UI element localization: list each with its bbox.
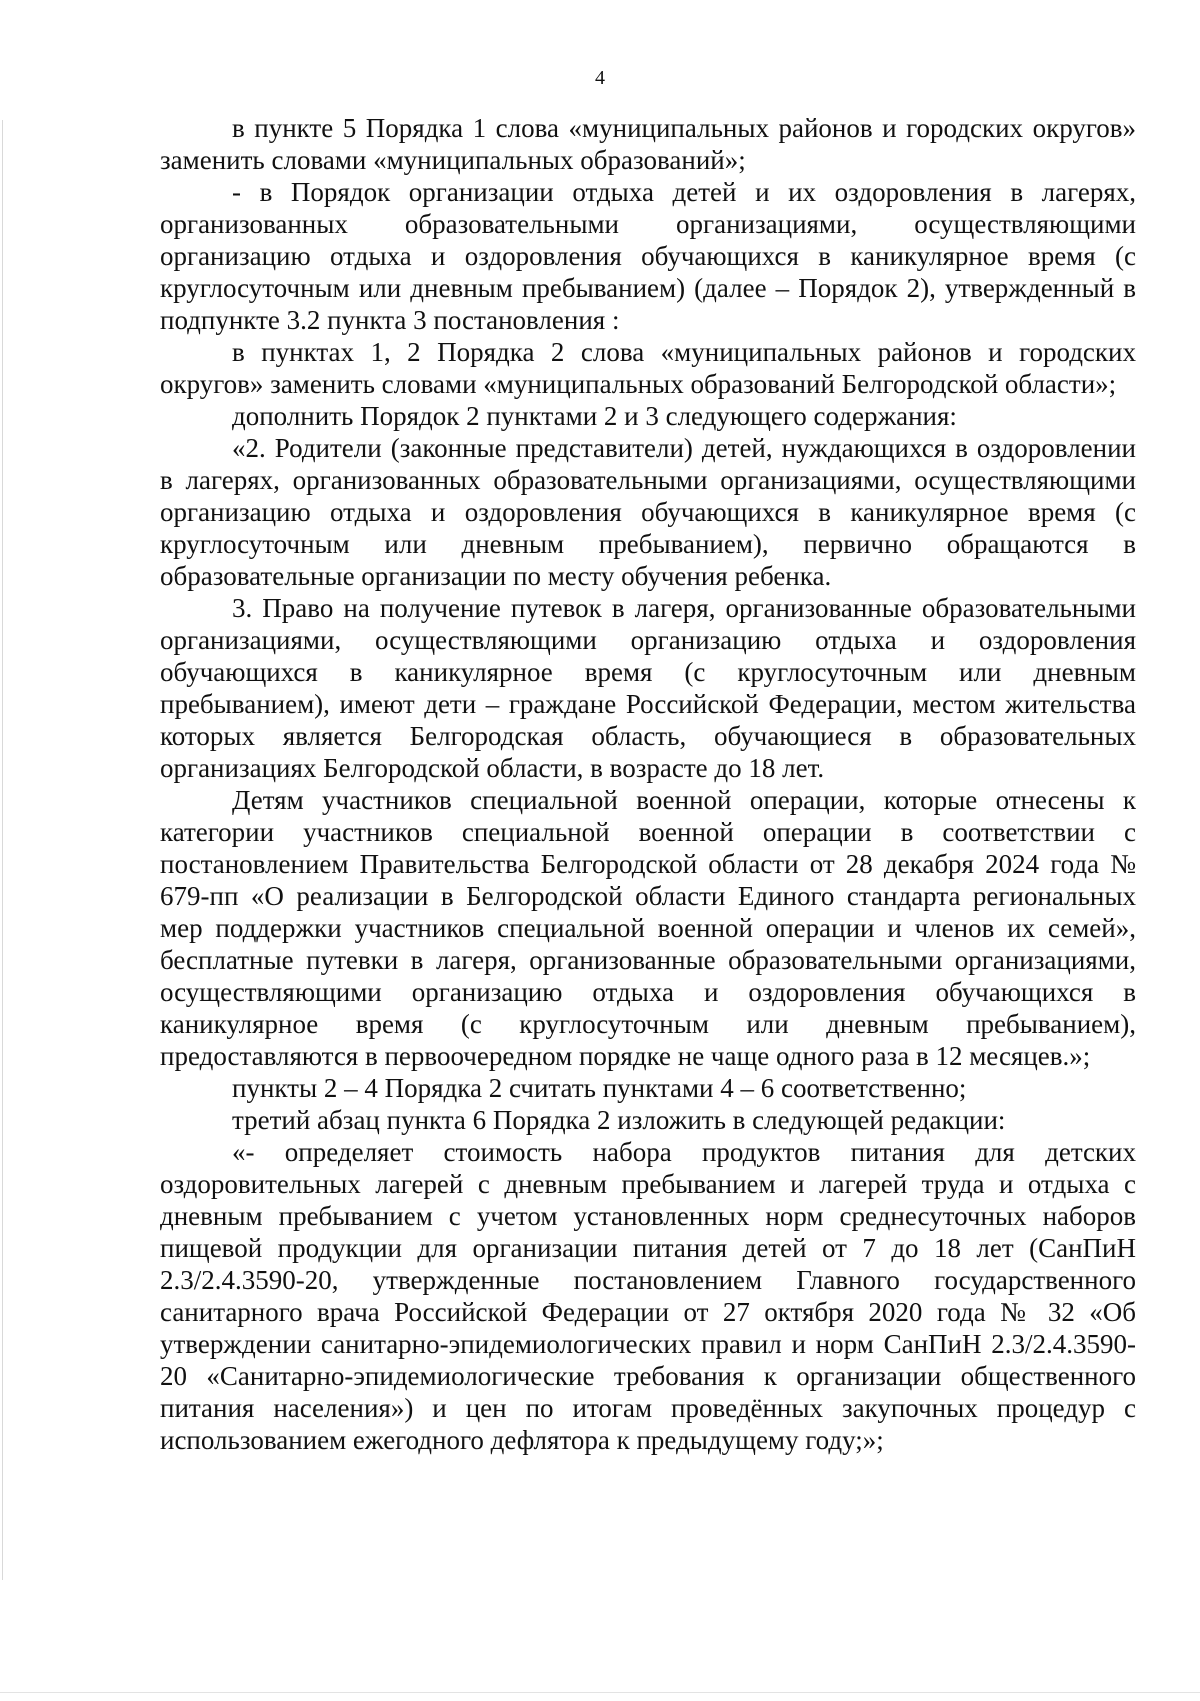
paragraph-1: в пункте 5 Порядка 1 слова «муниципальных районов и городских округов» заменить словами «муниципальных образований»; bbox=[160, 113, 1136, 175]
paragraph-3: в пунктах 1, 2 Порядка 2 слова «муниципальных районов и городских округов» заменить словами «муниципальных образований Белгородской области»; bbox=[160, 337, 1136, 399]
paragraph-9: третий абзац пункта 6 Порядка 2 изложить в следующей редакции: bbox=[232, 1105, 1006, 1135]
paragraph-8: пункты 2 – 4 Порядка 2 считать пунктами 4 – 6 соответственно; bbox=[232, 1073, 967, 1103]
paragraph-2: - в Порядок организации отдыха детей и их оздоровления в лагерях, организованных образовательными организациями, осуществляющими организацию отдыха и оздоровления обучающихся в каникулярное время (с круглосуточным или дневным пребыванием) (далее – Порядок 2), утвержденный в подпункте 3.2 пункта 3 постановления : bbox=[160, 177, 1136, 335]
paragraph-4: дополнить Порядок 2 пунктами 2 и 3 следующего содержания: bbox=[232, 401, 957, 431]
scan-bottom-edge bbox=[0, 1692, 1200, 1693]
paragraph-10: «- определяет стоимость набора продуктов питания для детских оздоровительных лагерей с дневным пребыванием и лагерей труда и отдыха с дневным пребыванием с учетом установленных норм среднесуточных наборов пищевой продукции для организации питания детей от 7 до 18 лет (СанПиН 2.3/2.4.3590-20, утвержденные постановлением Главного государственного санитарного врача Российской Федерации от 27 октября 2020 года № 32 «Об утверждении санитарно-эпидемиологических правил и норм СанПиН 2.3/2.4.3590-20 «Санитарно-эпидемиологические требования к организации общественного питания населения») и цен по итогам проведённых закупочных процедур с использованием ежегодного дефлятора к предыдущему году;»; bbox=[160, 1137, 1136, 1455]
page-number: 4 bbox=[595, 67, 605, 89]
document-body bbox=[160, 112, 1136, 1456]
paragraph-6: 3. Право на получение путевок в лагеря, организованные образовательными организациями, осуществляющими организацию отдыха и оздоровления обучающихся в каникулярное время (с круглосуточным или дневным пребыванием), имеют дети – граждане Российской Федерации, местом жительства которых является Белгородская область, обучающиеся в образовательных организациях Белгородской области, в возрасте до 18 лет. bbox=[160, 593, 1136, 783]
paragraph-7: Детям участников специальной военной операции, которые отнесены к категории участников специальной военной операции в соответствии с постановлением Правительства Белгородской области от 28 декабря 2024 года № 679-пп «О реализации в Белгородской области Единого стандарта региональных мер поддержки участников специальной военной операции и членов их семей», бесплатные путевки в лагеря, организованные образовательными организациями, осуществляющими организацию отдыха и оздоровления обучающихся в каникулярное время (с круглосуточным или дневным пребыванием), предоставляются в первоочередном порядке не чаще одного раза в 12 месяцев.»; bbox=[160, 785, 1136, 1071]
scan-edge-line bbox=[2, 120, 3, 1580]
paragraph-5: «2. Родители (законные представители) детей, нуждающихся в оздоровлении в лагерях, организованных образовательными организациями, осуществляющими организацию отдыха и оздоровления обучающихся в каникулярное время (с круглосуточным или дневным пребыванием), первично обращаются в образовательные организации по месту обучения ребенка. bbox=[160, 433, 1136, 591]
